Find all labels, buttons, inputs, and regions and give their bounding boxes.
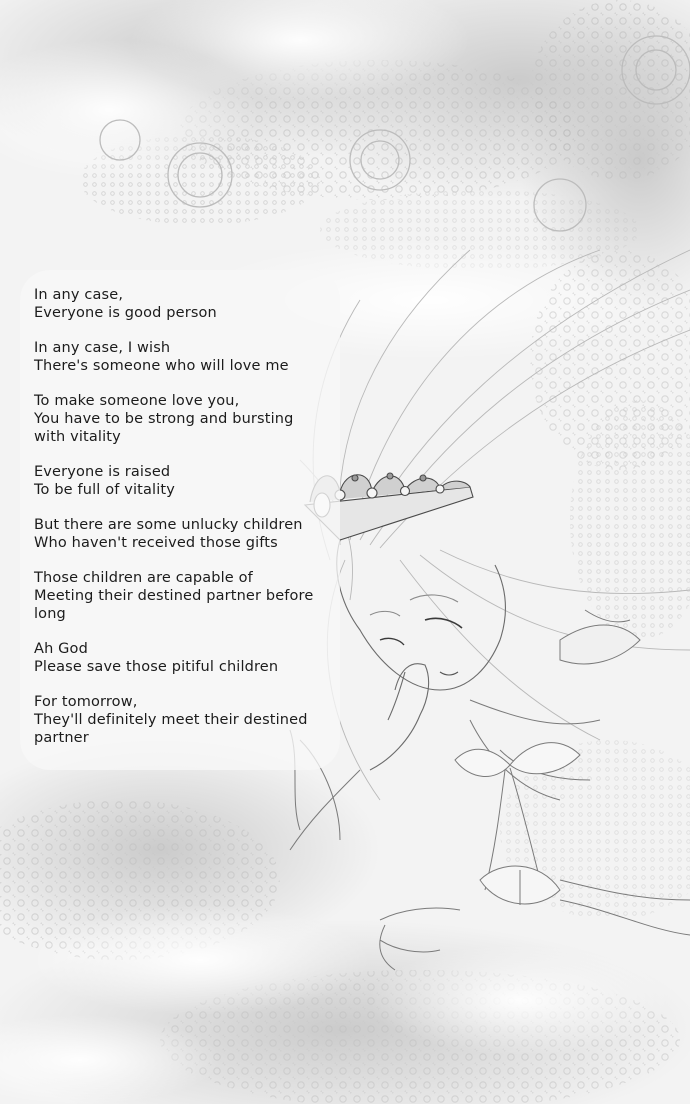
poem-line: partner — [34, 730, 89, 746]
poem-line: long — [34, 606, 66, 622]
poem-line: In any case, I wish — [34, 340, 171, 356]
poem-line: There's someone who will love me — [34, 358, 289, 374]
poem-line: with vitality — [34, 429, 121, 445]
poem-line: Everyone is raised — [34, 464, 171, 480]
poem-line: In any case, — [34, 287, 124, 303]
poem-line: Everyone is good person — [34, 305, 217, 321]
poem-stanza — [34, 463, 334, 499]
poem-stanza — [34, 286, 334, 322]
poem-line: Those children are capable of — [34, 570, 253, 586]
poem-line: To make someone love you, — [34, 393, 240, 409]
poem-text-block — [34, 286, 334, 764]
poem-line: Meeting their destined partner before — [34, 588, 314, 604]
poem-line: For tomorrow, — [34, 694, 138, 710]
poem-line: To be full of vitality — [34, 482, 175, 498]
poem-line: They'll definitely meet their destined — [34, 712, 308, 728]
poem-line: But there are some unlucky children — [34, 517, 303, 533]
poem-stanza — [34, 392, 334, 446]
poem-line: Who haven't received those gifts — [34, 535, 278, 551]
poem-line: Ah God — [34, 641, 88, 657]
poem-stanza — [34, 339, 334, 375]
poem-line: Please save those pitiful children — [34, 659, 279, 675]
poem-stanza — [34, 640, 334, 676]
poem-stanza — [34, 569, 334, 623]
poem-stanza — [34, 516, 334, 552]
poem-stanza — [34, 693, 334, 747]
poem-line: You have to be strong and bursting — [34, 411, 294, 427]
